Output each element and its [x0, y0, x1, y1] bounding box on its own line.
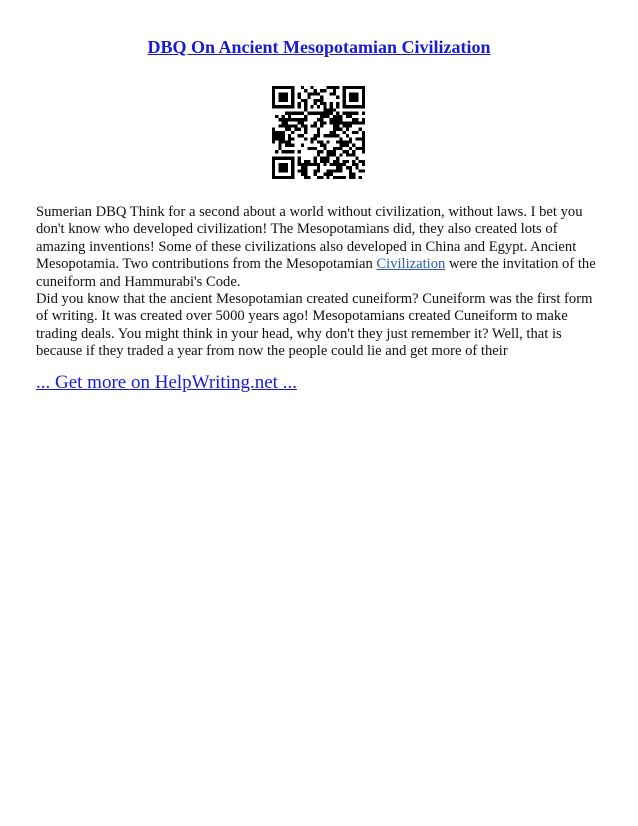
paragraph-1-text: Sumerian DBQ Think for a second about a world without civilization, without laws. I bet you don't know who developed civilization! The Mesopotamians did, they also created lots of amazing inventions! Some of these civilizations also developed in China and Egypt. Ancient Mesopotamia. Two contributions from the Mesopotamian — [36, 204, 583, 273]
paragraph-2: Did you know that the ancient Mesopotamian created cuneiform? Cuneiform was the first form of writing. It was created over 5000 years ago! Mesopotamians created Cuneiform to make trading deals. You might think in your head, why don't they just remember it? Well, that is because if they traded a year from now the people could lie and get more of their — [36, 291, 593, 360]
paragraph-1 — [36, 204, 606, 291]
article-body — [36, 204, 606, 361]
document-title-link[interactable]: DBQ On Ancient Mesopotamian Civilization — [147, 37, 491, 57]
qr-code-image — [272, 86, 365, 179]
get-more-link[interactable]: ... Get more on HelpWriting.net ... — [36, 372, 297, 393]
civilization-link[interactable]: Civilization — [376, 256, 446, 273]
paragraph-1-text-end: were the invitation of the cuneiform and Hammurabi's Code. — [36, 256, 596, 290]
